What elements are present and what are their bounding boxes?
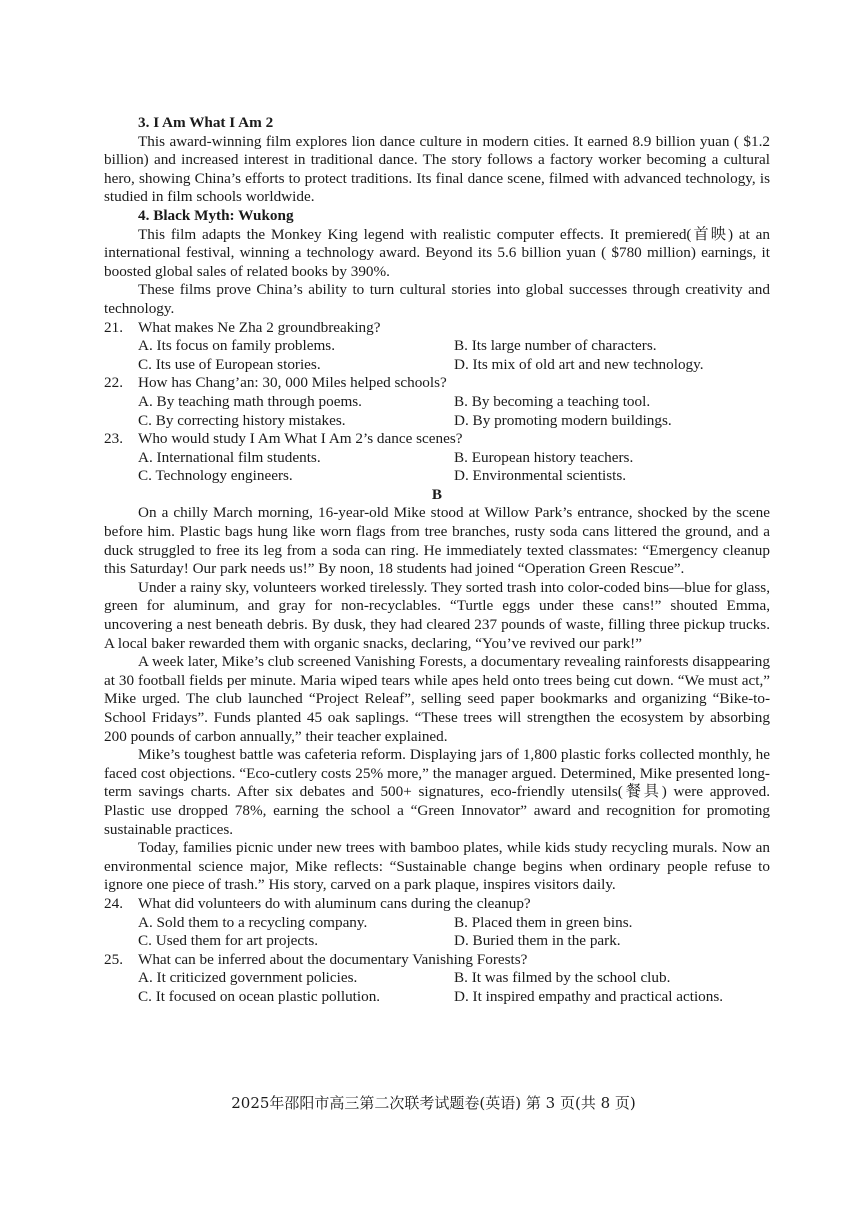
passage-b-paragraph: A week later, Mike’s club screened Vanishing Forests, a documentary revealing rainforests disappearing at 30 football fields per minute. Maria wiped tears while apes held onto trees being cut down. “We must act,” Mike urged. The club launched “Project Releaf”, selling seed paper bookmarks and organizing “Bike-to-School Fridays”. Funds planted 45 oak saplings. “These trees will strengthen the ecosystem by absorbing 200 pounds of carbon annually,” their teacher explained.: [104, 653, 770, 745]
option-b: B. Its large number of characters.: [454, 337, 657, 355]
section-b-heading: B: [431, 485, 443, 503]
question-25: [104, 951, 770, 1007]
option-d: D. By promoting modern buildings.: [454, 411, 672, 429]
page-content: [104, 114, 770, 1007]
option-c: C. Used them for art projects.: [138, 932, 319, 950]
question-stem: How has Chang’an: 30, 000 Miles helped schools?: [138, 374, 447, 392]
option-c: C. It focused on ocean plastic pollution.: [138, 987, 381, 1005]
option-d: D. Buried them in the park.: [454, 932, 621, 950]
item4-title: 4. Black Myth: Wukong: [138, 206, 294, 224]
passage-b-paragraph: Under a rainy sky, volunteers worked tirelessly. They sorted trash into color-coded bins—blue for glass, green for aluminum, and gray for non-recyclables. “Turtle eggs under these cans!” shouted Emma, uncovering a nest beneath debris. By dusk, they had cleared 237 pounds of waste, filling three pickup trucks. A local baker rewarded them with organic snacks, declaring, “You’ve revived our park!”: [104, 578, 770, 652]
passage-b-paragraph: On a chilly March morning, 16-year-old Mike stood at Willow Park’s entrance, shocked by the scene before him. Plastic bags hung like worn flags from tree branches, rusty soda cans littered the ground, and a duck struggled to free its leg from a soda can ring. He immediately texted classmates: “Emergency cleanup this Saturday! Our park needs us!” By noon, 18 students had joined “Operation Green Rescue”.: [104, 504, 770, 578]
option-b: B. It was filmed by the school club.: [454, 969, 671, 987]
question-stem: What did volunteers do with aluminum cans during the cleanup?: [138, 894, 531, 912]
option-a: A. It criticized government policies.: [138, 969, 358, 987]
question-number: 24.: [104, 894, 123, 912]
question-stem: What can be inferred about the documentary Vanishing Forests?: [138, 950, 528, 968]
option-c: C. Its use of European stories.: [138, 355, 321, 373]
question-23: [104, 430, 770, 486]
question-number: 25.: [104, 950, 123, 968]
item3-title: 3. I Am What I Am 2: [138, 114, 274, 131]
option-a: A. Sold them to a recycling company.: [138, 913, 368, 931]
option-a: A. By teaching math through poems.: [138, 392, 362, 410]
option-a: A. International film students.: [138, 448, 321, 466]
item3-text: This award-winning film explores lion dance culture in modern cities. It earned 8.9 billion yuan ( $1.2 billion) and increased interest in traditional dance. The story follows a factory worker becoming a cultural hero, showing China’s efforts to protect traditions. Its final dance scene, filmed with advanced technology, is studied in film schools worldwide.: [104, 132, 770, 206]
option-d: D. Environmental scientists.: [454, 467, 627, 485]
passage-a-conclusion: These films prove China’s ability to turn cultural stories into global successes through creativity and technology.: [104, 281, 770, 317]
option-b: B. Placed them in green bins.: [454, 913, 633, 931]
passage-b-paragraph: Today, families picnic under new trees with bamboo plates, while kids study recycling murals. Now an environmental science major, Mike reflects: “Sustainable change begins when ordinary people refuse to ignore one piece of trash.” His story, carved on a park plaque, inspires visitors daily.: [104, 839, 770, 894]
passage-b-paragraph: Mike’s toughest battle was cafeteria reform. Displaying jars of 1,800 plastic forks collected monthly, he faced cost objections. “Eco-cutlery costs 25% more,” the manager argued. Determined, Mike presented long-term savings charts. After six debates and 500+ signatures, eco-friendly utensils(餐具) were approved. Plastic use dropped 78%, earning the school a “Green Innovator” award and recognition for promoting sustainable practices.: [104, 746, 770, 838]
option-d: D. It inspired empathy and practical actions.: [454, 987, 724, 1005]
question-stem: Who would study I Am What I Am 2’s dance scenes?: [138, 430, 463, 448]
option-d: D. Its mix of old art and new technology.: [454, 355, 704, 373]
question-stem: What makes Ne Zha 2 groundbreaking?: [138, 318, 381, 336]
option-c: C. Technology engineers.: [138, 467, 293, 485]
question-number: 21.: [104, 318, 123, 336]
question-22: [104, 374, 770, 430]
question-number: 23.: [104, 430, 123, 448]
question-24: [104, 895, 770, 951]
option-c: C. By correcting history mistakes.: [138, 411, 346, 429]
page-footer: 2025年邵阳市高三第二次联考试题卷(英语) 第 3 页(共 8 页): [231, 1094, 636, 1112]
question-21: [104, 319, 770, 375]
option-b: B. European history teachers.: [454, 448, 634, 466]
question-number: 22.: [104, 374, 123, 392]
option-a: A. Its focus on family problems.: [138, 337, 335, 355]
option-b: B. By becoming a teaching tool.: [454, 392, 651, 410]
item4-text: This film adapts the Monkey King legend with realistic computer effects. It premiered(首映) at an international festival, winning a technology award. Beyond its 5.6 billion yuan ( $780 million) earnings, it boosted global sales of related books by 390%.: [104, 225, 770, 280]
